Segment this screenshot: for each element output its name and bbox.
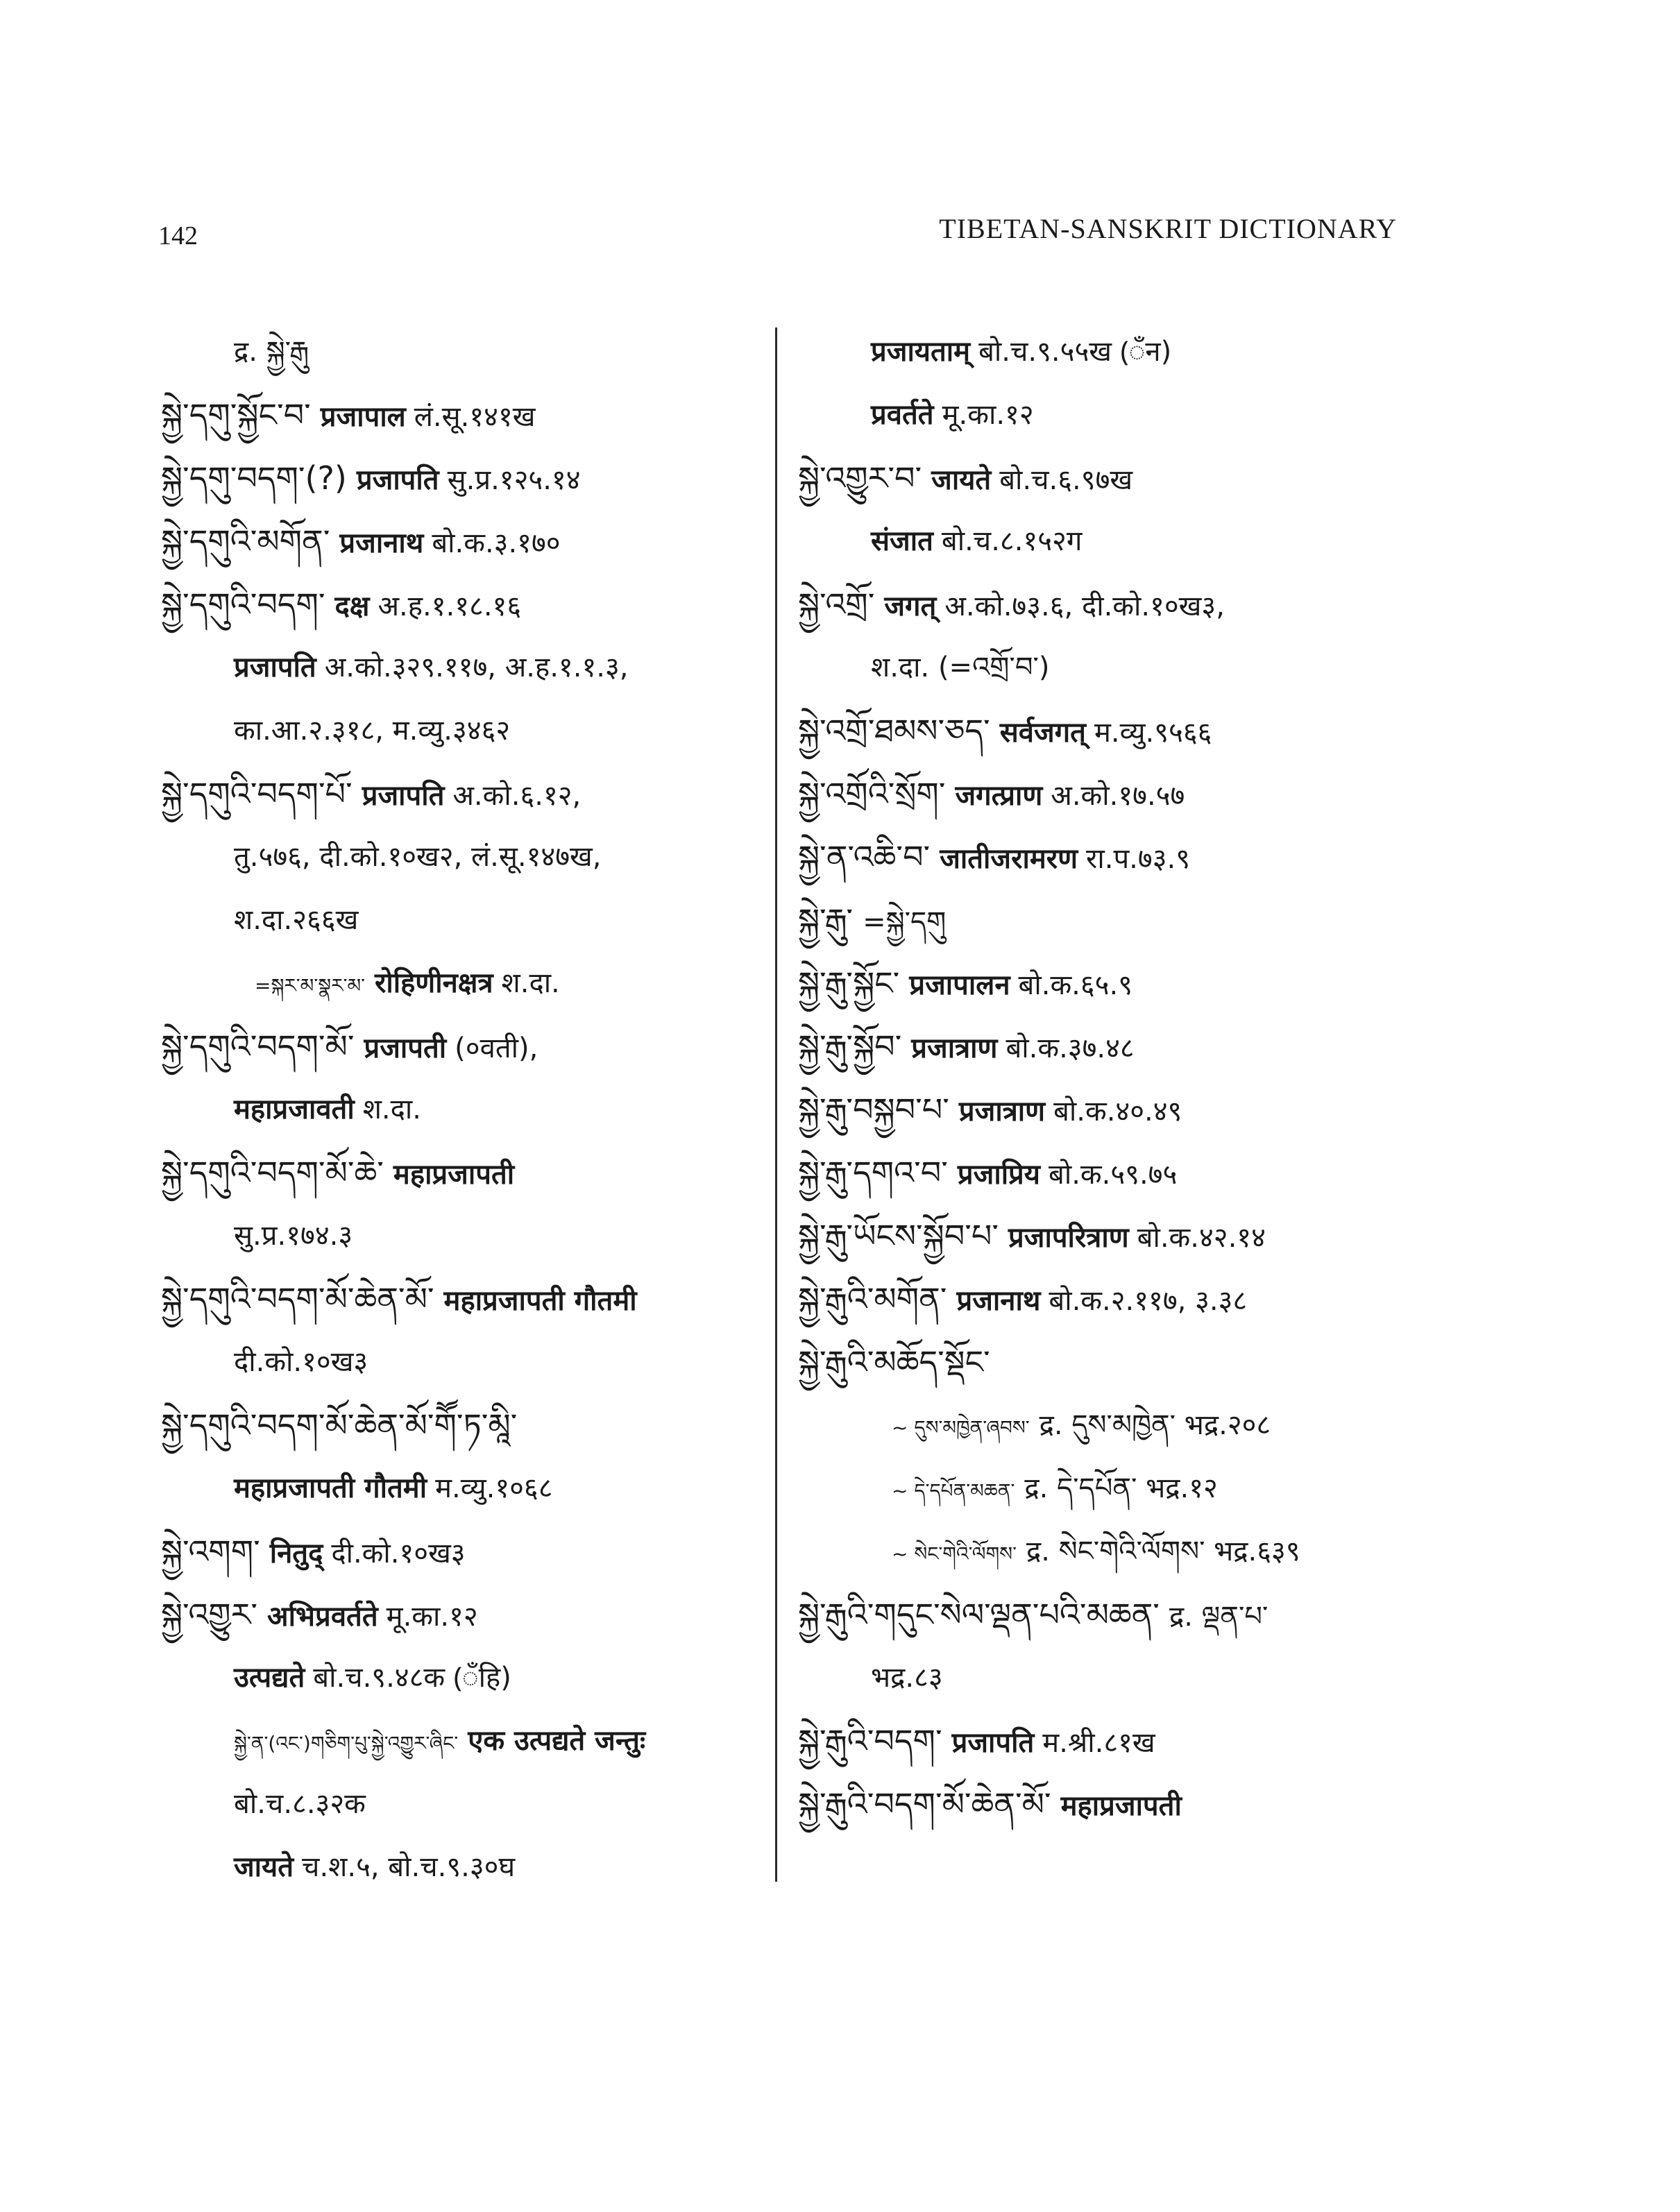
dictionary-line bbox=[161, 1583, 765, 1647]
dictionary-line bbox=[798, 699, 1402, 763]
sanskrit-equivalent: प्रजाप्रिय bbox=[957, 1159, 1041, 1191]
source-reference: बो.च.८.१५२ग bbox=[941, 525, 1083, 557]
dictionary-line bbox=[161, 447, 765, 510]
dictionary-line bbox=[161, 1836, 765, 1899]
source-reference: बो.क.५९.७५ bbox=[1049, 1159, 1178, 1191]
tibetan-headword: སྐྱེ་དགུའི་བདག་པོ་ bbox=[161, 775, 353, 813]
sanskrit-equivalent: महाप्रजापती bbox=[393, 1159, 515, 1191]
dictionary-line bbox=[161, 636, 765, 699]
dictionary-line bbox=[798, 1394, 1402, 1457]
sanskrit-equivalent: महाप्रजापती bbox=[1060, 1790, 1182, 1822]
source-reference: द्र. སེང་གེའི་ལོགས་ भद्र.६३९ bbox=[1026, 1535, 1300, 1567]
source-reference: बो.च.९.५५ख (ँन) bbox=[978, 336, 1172, 368]
tibetan-headword: སྐྱེ་རྒུ་དགའ་བ་ bbox=[798, 1154, 948, 1191]
dictionary-line bbox=[798, 1647, 1402, 1710]
sanskrit-equivalent: महाप्रजापती गौतमी bbox=[443, 1285, 637, 1317]
source-reference: दी.को.१०ख३ bbox=[234, 1346, 368, 1378]
tibetan-headword: སྐྱེ་འགྱུར་བ་ bbox=[798, 459, 922, 497]
sanskrit-equivalent: एक उत्पद्यते जन्तुः bbox=[468, 1725, 646, 1757]
sanskrit-equivalent: महाप्रजापती गौतमी bbox=[234, 1472, 427, 1504]
tibetan-headword: སྐྱེ་རྒུའི་བདག་ bbox=[798, 1722, 942, 1760]
source-reference: अ.को.३२९.११७, अ.ह.१.१.३, bbox=[324, 652, 629, 683]
sanskrit-equivalent: जगत्प्राण bbox=[955, 780, 1043, 812]
dictionary-line bbox=[798, 1773, 1402, 1836]
sanskrit-equivalent: प्रजापति bbox=[362, 780, 445, 812]
sanskrit-equivalent: सर्वजगत् bbox=[999, 717, 1086, 749]
dictionary-line bbox=[798, 384, 1402, 447]
tibetan-headword: སྐྱེ་དགུའི་བདག་མོ་ཆེ་ bbox=[161, 1154, 384, 1191]
dictionary-line bbox=[798, 1583, 1402, 1647]
sanskrit-equivalent: प्रजापति bbox=[951, 1727, 1035, 1759]
sanskrit-equivalent: दक्ष bbox=[334, 590, 370, 622]
tibetan-headword: སྐྱེ་དགུའི་བདག་ bbox=[161, 586, 325, 623]
source-reference: अ.को.६.१२, bbox=[452, 780, 582, 812]
dictionary-line bbox=[161, 1520, 765, 1583]
dictionary-line bbox=[161, 1647, 765, 1710]
source-reference: म.श्री.८१ख bbox=[1042, 1727, 1155, 1759]
sanskrit-equivalent: प्रजापरित्राण bbox=[1008, 1222, 1129, 1254]
tibetan-headword: སྐྱེ་འགག་ bbox=[161, 1533, 260, 1570]
sanskrit-equivalent: प्रजानाथ bbox=[956, 1285, 1041, 1317]
sanskrit-equivalent: नितुद् bbox=[269, 1538, 323, 1569]
dictionary-line bbox=[161, 1078, 765, 1141]
tibetan-headword: སྐྱེ་རྒུ་སྐྱོང་ bbox=[798, 964, 900, 1002]
dictionary-line bbox=[161, 1268, 765, 1331]
source-reference: अ.ह.१.१८.१६ bbox=[377, 590, 522, 622]
tibetan-headword: སྐྱེ་རྒུའི་གདུང་སེལ་ལྡན་པའི་མཆན་ bbox=[798, 1596, 1160, 1633]
dictionary-line bbox=[161, 1015, 765, 1078]
dictionary-line bbox=[798, 1141, 1402, 1205]
dictionary-line bbox=[798, 636, 1402, 699]
source-reference: श.दा. (=འགྲོ་བ་) bbox=[871, 652, 1050, 683]
sanskrit-equivalent: जायते bbox=[931, 464, 992, 496]
sanskrit-equivalent: प्रजापालन bbox=[909, 969, 1010, 1001]
running-title: TIBETAN-SANSKRIT DICTIONARY bbox=[939, 213, 1397, 244]
dictionary-line bbox=[798, 510, 1402, 573]
column-divider bbox=[775, 327, 777, 1882]
source-reference: तु.५७६, दी.को.१०ख२, लं.सू.१४७ख, bbox=[234, 841, 602, 873]
source-reference: दी.को.१०ख३ bbox=[331, 1538, 466, 1569]
dictionary-line bbox=[798, 1710, 1402, 1773]
sanskrit-equivalent: महाप्रजावती bbox=[234, 1094, 355, 1125]
source-reference: श.दा. bbox=[362, 1094, 421, 1125]
tibetan-headword: སྐྱེ་འགྲོ་ bbox=[798, 586, 875, 623]
sanskrit-equivalent: प्रवर्तते bbox=[871, 399, 934, 431]
dictionary-line bbox=[798, 1078, 1402, 1141]
source-reference: द्र. དུས་མཁྱེན་ भद्र.२०८ bbox=[1039, 1409, 1271, 1441]
source-reference: द्र. དེ་དཔོན་ भद्र.१२ bbox=[1024, 1472, 1218, 1504]
dictionary-line bbox=[798, 889, 1402, 952]
source-reference: बो.च.८.३२क bbox=[234, 1788, 366, 1820]
source-reference: रा.प.७३.९ bbox=[1086, 843, 1191, 875]
dictionary-line bbox=[798, 573, 1402, 636]
sanskrit-equivalent: प्रजापति bbox=[234, 652, 316, 683]
source-reference: मू.का.१२ bbox=[386, 1601, 478, 1633]
dictionary-line bbox=[798, 763, 1402, 826]
source-reference: द्र. སྐྱེ་རྒུ bbox=[234, 336, 309, 368]
source-reference: बो.क.६५.९ bbox=[1018, 969, 1132, 1001]
source-reference: बो.च.६.९७ख bbox=[999, 464, 1133, 496]
source-reference: अ.को.१७.५७ bbox=[1051, 780, 1185, 812]
source-reference: म.व्यु.९५६६ bbox=[1094, 717, 1212, 749]
dictionary-line bbox=[161, 510, 765, 573]
sanskrit-equivalent: प्रजायताम् bbox=[871, 336, 971, 368]
dictionary-line bbox=[161, 699, 765, 763]
source-reference: सु.प्र.१७४.३ bbox=[234, 1220, 353, 1252]
dictionary-line bbox=[798, 447, 1402, 510]
sanskrit-equivalent: प्रजात्राण bbox=[911, 1032, 998, 1064]
dictionary-line bbox=[161, 321, 765, 384]
dictionary-line bbox=[161, 1710, 765, 1773]
tibetan-headword: སྐྱེ་དགུའི་བདག་མོ་ཆེན་མོ་ bbox=[161, 1280, 434, 1318]
tibetan-subentry: ~ དུས་མཁྱེན་ཞབས་ bbox=[892, 1416, 1030, 1439]
tibetan-headword: སྐྱེ་དགུ་བདག་(?) bbox=[161, 459, 347, 497]
right-column bbox=[798, 321, 1402, 1836]
dictionary-line bbox=[798, 1457, 1402, 1520]
source-reference: अ.को.७३.६, दी.को.१०ख३, bbox=[944, 590, 1225, 622]
dictionary-line bbox=[161, 1773, 765, 1836]
dictionary-line bbox=[798, 1205, 1402, 1268]
sanskrit-equivalent: संजात bbox=[871, 525, 933, 557]
sanskrit-equivalent: रोहिणीनक्षत्र bbox=[374, 967, 493, 999]
dictionary-line bbox=[161, 1331, 765, 1394]
tibetan-headword: སྐྱེ་རྒུ་ཡོངས་སྐྱོབ་པ་ bbox=[798, 1217, 999, 1254]
dictionary-line bbox=[798, 826, 1402, 889]
sanskrit-equivalent: अभिप्रवर्तते bbox=[267, 1601, 378, 1633]
tibetan-headword: སྐྱེ་རྒུའི་མཆོད་སྡོང་ bbox=[798, 1343, 990, 1381]
dictionary-line bbox=[798, 952, 1402, 1015]
sanskrit-equivalent: प्रजापाल bbox=[320, 401, 406, 433]
source-reference: बो.क.३७.४८ bbox=[1006, 1032, 1135, 1064]
sanskrit-equivalent: उत्पद्यते bbox=[234, 1662, 305, 1694]
tibetan-headword: སྐྱེ་རྒུའི་བདག་མོ་ཆེན་མོ་ bbox=[798, 1785, 1051, 1823]
source-reference: =སྐྱེ་དགུ bbox=[863, 906, 947, 938]
tibetan-subentry: ~ དེ་དཔོན་མཆན་ bbox=[892, 1479, 1015, 1502]
dictionary-line bbox=[161, 1394, 765, 1457]
dictionary-line bbox=[798, 1268, 1402, 1331]
dictionary-line bbox=[161, 889, 765, 952]
tibetan-headword: སྐྱེ་འགྲོ་ཐམས་ཅད་ bbox=[798, 712, 990, 749]
source-reference: बो.क.४०.४९ bbox=[1053, 1096, 1182, 1128]
sanskrit-equivalent: प्रजानाथ bbox=[339, 527, 424, 559]
source-reference: सु.प्र.१२५.१४ bbox=[447, 464, 581, 496]
dictionary-line bbox=[798, 1331, 1402, 1394]
source-reference: च.श.५, बो.च.९.३०घ bbox=[302, 1851, 516, 1883]
dictionary-line bbox=[161, 384, 765, 447]
dictionary-line bbox=[161, 573, 765, 636]
source-reference: भद्र.८३ bbox=[871, 1662, 943, 1694]
sanskrit-equivalent: प्रजापती bbox=[364, 1032, 447, 1064]
tibetan-headword: སྐྱེ་འགྱུར་ bbox=[161, 1596, 258, 1633]
tibetan-headword: སྐྱེ་རྒུའི་མགོན་ bbox=[798, 1280, 947, 1318]
source-reference: बो.क.२.११७, ३.३८ bbox=[1049, 1285, 1248, 1317]
sanskrit-equivalent: जातीजरामरण bbox=[940, 843, 1078, 875]
source-reference: (०वती), bbox=[455, 1032, 538, 1064]
sanskrit-equivalent: प्रजापति bbox=[356, 464, 439, 496]
tibetan-headword: སྐྱེ་རྒུ་སྐྱོབ་ bbox=[798, 1028, 902, 1065]
left-column bbox=[161, 321, 765, 1899]
source-reference: श.दा. bbox=[501, 967, 560, 999]
tibetan-headword: སྐྱེ་དགུའི་བདག་མོ་ bbox=[161, 1028, 355, 1065]
tibetan-headword: སྐྱེ་ན་འཆི་བ་ bbox=[798, 838, 931, 876]
source-reference: म.व्यु.१०६८ bbox=[435, 1472, 553, 1504]
dictionary-line bbox=[161, 1141, 765, 1205]
sanskrit-equivalent: जगत् bbox=[884, 590, 937, 622]
dictionary-line bbox=[798, 321, 1402, 384]
tibetan-headword: སྐྱེ་དགུ་སྐྱོང་བ་ bbox=[161, 396, 311, 434]
source-reference: लं.सू.१४१ख bbox=[414, 401, 536, 433]
source-reference: मू.का.१२ bbox=[942, 399, 1034, 431]
tibetan-headword: སྐྱེ་རྒུ་བསྐྱབ་པ་ bbox=[798, 1091, 949, 1128]
dictionary-line bbox=[798, 1520, 1402, 1583]
tibetan-headword: སྐྱེ་དགུའི་མགོན་ bbox=[161, 522, 330, 560]
source-reference: बो.क.३.१७० bbox=[432, 527, 561, 559]
page-number: 142 bbox=[158, 221, 198, 250]
tibetan-subentry: སྐྱེ་ན་(འང་)གཅིག་པུ་སྐྱེ་འགྱུར་ཞིང་ bbox=[234, 1732, 459, 1755]
dictionary-line bbox=[161, 1205, 765, 1268]
dictionary-line bbox=[161, 1457, 765, 1520]
sanskrit-equivalent: प्रजात्राण bbox=[958, 1096, 1046, 1128]
source-reference: श.दा.२६६ख bbox=[234, 904, 359, 936]
tibetan-headword: སྐྱེ་འགྲོའི་སྲོག་ bbox=[798, 775, 946, 813]
dictionary-line bbox=[161, 952, 765, 1015]
source-reference: द्र. ལྡན་པ་ bbox=[1169, 1601, 1269, 1633]
tibetan-headword: སྐྱེ་དགུའི་བདག་མོ་ཆེན་མོ་གཽ་ཏ་མཱི་ bbox=[161, 1406, 518, 1444]
source-reference: बो.क.४२.१४ bbox=[1137, 1222, 1266, 1254]
dictionary-line bbox=[161, 763, 765, 826]
source-reference: का.आ.२.३१८, म.व्यु.३४६२ bbox=[234, 715, 511, 747]
dictionary-line bbox=[161, 826, 765, 889]
tibetan-subentry: ~ སེང་གེའི་ལོགས་ bbox=[892, 1542, 1017, 1565]
dictionary-line bbox=[798, 1015, 1402, 1078]
source-reference: बो.च.९.४८क (ँहि) bbox=[313, 1662, 511, 1694]
tibetan-subentry: =སྐར་མ་སྣར་མ་ bbox=[255, 974, 365, 997]
sanskrit-equivalent: जायते bbox=[234, 1851, 294, 1883]
tibetan-headword: སྐྱེ་རྒུ་ bbox=[798, 901, 854, 939]
